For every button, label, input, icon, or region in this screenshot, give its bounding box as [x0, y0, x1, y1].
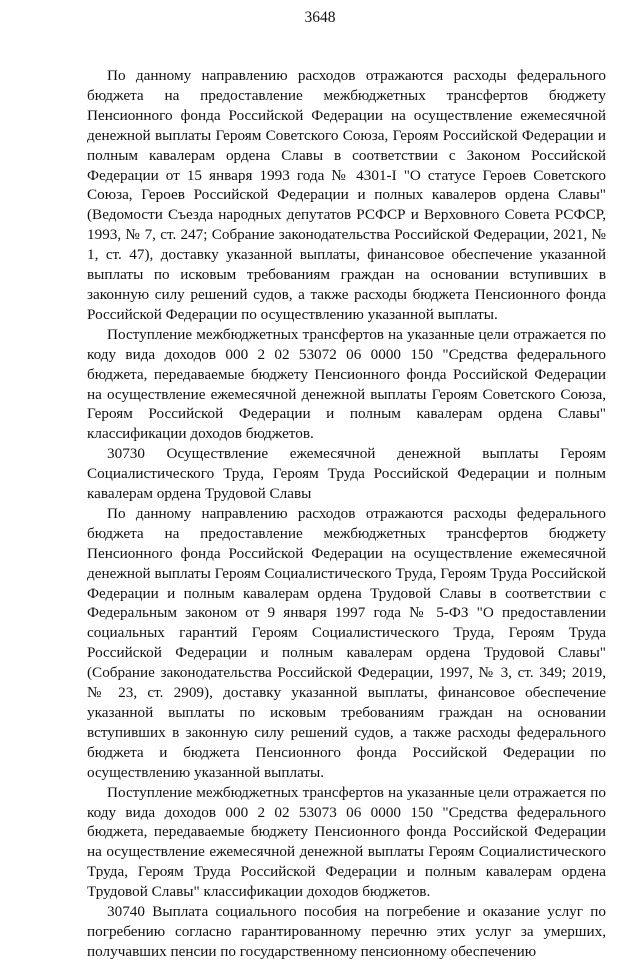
- paragraph-expenses-heroes-labor: По данному направлению расходов отражаются расходы федерального бюджета на предоставление межбюджетных трансфертов бюджету Пенсионного фонда Российской Федерации на осуществление ежемесячной денежной выплаты Героям Социалистического Труда, Героям Труда Российской Федерации и полным кавалерам ордена Трудовой Славы в соответствии с Федеральным законом от 9 января 1997 года № 5-ФЗ "О предоставлении социальных гарантий Героям Социалистического Труда, Героям Труда Российской Федерации и полным кавалерам ордена Трудовой Славы" (Собрание законодательства Российской Федерации, 1997, № 3, ст. 349; 2019, № 23, ст. 2909), доставку указанной выплаты, финансовое обеспечение указанной выплаты по исковым требованиям граждан на основании вступивших в законную силу решений судов, а также расходы федерального бюджета и бюджета Пенсионного фонда Российской Федерации по осуществлению указанной выплаты.: [87, 504, 606, 781]
- section-heading-30730: 30730 Осуществление ежемесячной денежной выплаты Героям Социалистического Труда, Героям Труда Российской Федерации и полным кавалерам ордена Трудовой Славы: [87, 445, 606, 503]
- section-heading-30740: 30740 Выплата социального пособия на погребение и оказание услуг по погребению согласно гарантированному перечню этих услуг за умерших, получавших пенсии по государственному пенсионному обеспечению: [87, 903, 606, 960]
- paragraph-income-code-53072: Поступление межбюджетных трансфертов на указанные цели отражается по коду вида доходов 000 2 02 53072 06 0000 150 "Средства федерального бюджета, передаваемые бюджету Пенсионного фонда Российской Федерации на осуществление ежемесячной денежной выплаты Героям Советского Союза, Героям Российской Федерации и полным кавалерам ордена Славы" классификации доходов бюджетов.: [87, 325, 606, 443]
- page-number: 3648: [304, 9, 336, 26]
- paragraph-income-code-53073: Поступление межбюджетных трансфертов на указанные цели отражается по коду вида доходов 000 2 02 53073 06 0000 150 "Средства федерального бюджета, передаваемые бюджету Пенсионного фонда Российской Федерации на осуществление ежемесячной денежной выплаты Героям Социалистического Труда, Героям Труда Российской Федерации и полным кавалерам ордена Трудовой Славы" классификации доходов бюджетов.: [87, 783, 606, 901]
- document-body: [87, 66, 606, 962]
- paragraph-expenses-heroes-ussr: По данному направлению расходов отражаются расходы федерального бюджета на предоставление межбюджетных трансфертов бюджету Пенсионного фонда Российской Федерации на осуществление ежемесячной денежной выплаты Героям Советского Союза, Героям Российской Федерации и полным кавалерам ордена Славы в соответствии с Законом Российской Федерации от 15 января 1993 года № 4301-I "О статусе Героев Советского Союза, Героев Российской Федерации и полных кавалеров ордена Славы" (Ведомости Съезда народных депутатов РСФСР и Верховного Совета РСФСР, 1993, № 7, ст. 247; Собрание законодательства Российской Федерации, 2021, № 1, ст. 47), доставку указанной выплаты, финансовое обеспечение указанной выплаты по исковым требованиям граждан на основании вступивших в законную силу решений судов, а также расходы бюджета Пенсионного фонда Российской Федерации по осуществлению указанной выплаты.: [87, 67, 606, 323]
